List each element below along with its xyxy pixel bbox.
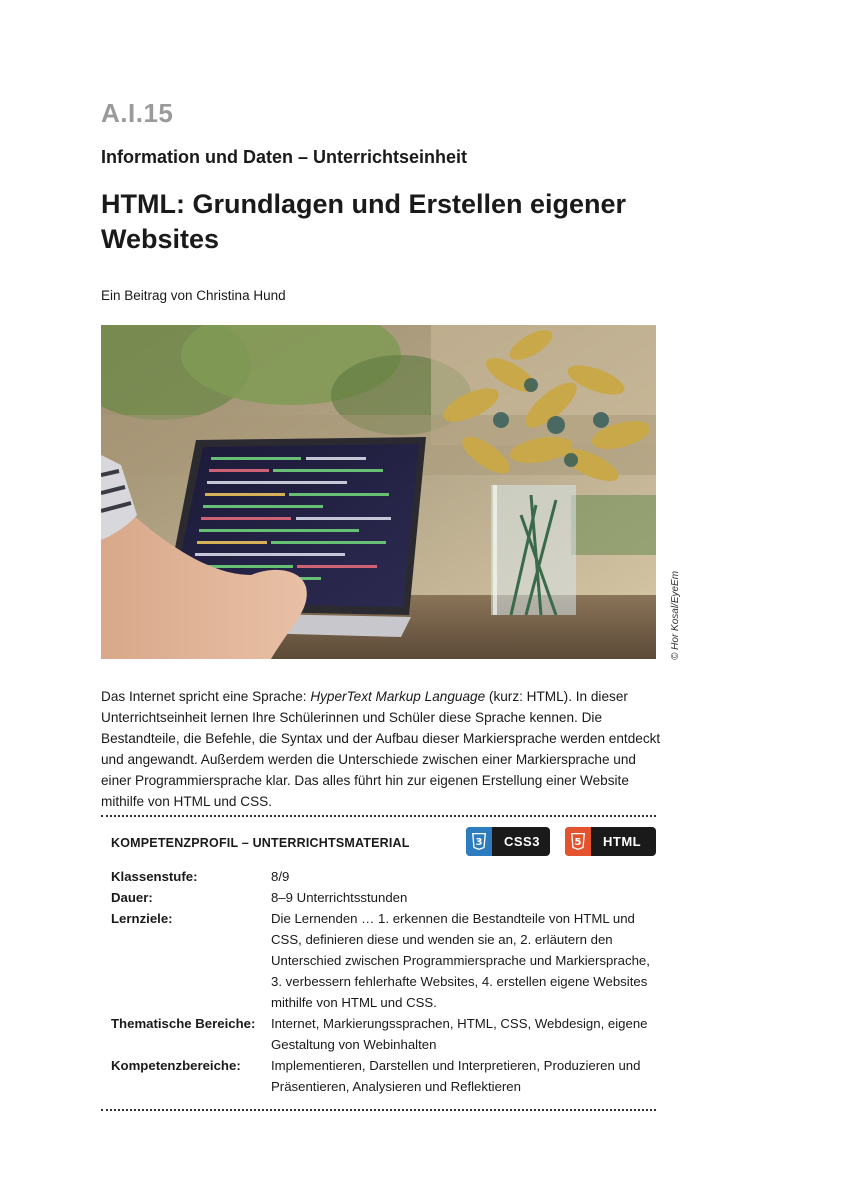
profile-row-thematische-bereiche xyxy=(111,1013,656,1055)
profile-key: Klassenstufe: xyxy=(111,869,198,884)
profile-row-dauer xyxy=(111,887,656,908)
page-title: HTML: Grundlagen und Erstellen eigener Websites xyxy=(101,189,627,254)
intro-paragraph xyxy=(101,686,661,812)
profile-value: Internet, Markierungssprachen, HTML, CSS, Webdesign, eigene Gestaltung von Webinhalten xyxy=(271,1016,648,1052)
series-subtitle: Information und Daten – Unterrichtseinheit xyxy=(101,147,468,167)
author-line: Ein Beitrag von Christina Hund xyxy=(101,288,286,303)
intro-text-after: (kurz: HTML). In dieser Unterrichtseinheit lernen Ihre Schülerinnen und Schüler diese Sprache kennen. Die Bestandteile, die Befehle, die Syntax und der Aufbau dieser Markiersprache werden entdeckt und angewandt. Außerdem werden die Unterschiede zwischen einer Markiersprache und einer Programmiersprache klar. Das alles führt hin zur eigenen Erstellung einer Website mithilfe von HTML und CSS. xyxy=(101,689,661,809)
divider-bottom xyxy=(101,1109,656,1111)
divider-top xyxy=(101,815,656,817)
profile-value: 8/9 xyxy=(271,869,290,884)
css3-shield-digit: 3 xyxy=(475,837,483,848)
profile-row-kompetenzbereiche xyxy=(111,1055,656,1097)
cover-photo xyxy=(101,325,656,659)
profile-row-lernziele xyxy=(111,908,656,1013)
html5-badge-label: HTML xyxy=(603,834,642,849)
css3-badge-label: CSS3 xyxy=(504,834,540,849)
profile-table xyxy=(111,866,656,1097)
css3-shield-icon xyxy=(466,827,492,856)
profile-value: Die Lernenden … 1. erkennen die Bestandteile von HTML und CSS, definieren diese und wenden sie an, 2. erläutern den Unterschied zwischen Programmiersprache und Markiersprache, 3. verbessern fehlerhafte Websites, 4. erstellen eigene Websites mithilfe von HTML und CSS. xyxy=(271,911,650,1010)
html5-badge xyxy=(565,827,656,856)
profile-key: Kompetenzbereiche: xyxy=(111,1058,241,1073)
intro-text-before: Das Internet spricht eine Sprache: xyxy=(101,689,311,704)
photo-credit: © Hor Kosal/EyeEm xyxy=(670,570,681,660)
profile-key: Thematische Bereiche: xyxy=(111,1016,256,1031)
profile-value: Implementieren, Darstellen und Interpretieren, Produzieren und Präsentieren, Analysieren und Reflektieren xyxy=(271,1058,641,1094)
profile-heading: KOMPETENZPROFIL – UNTERRICHTSMATERIAL xyxy=(111,836,410,850)
css3-badge xyxy=(466,827,550,856)
intro-text-italic: HyperText Markup Language xyxy=(310,689,486,704)
profile-value: 8–9 Unterrichtsstunden xyxy=(271,890,408,905)
html5-shield-digit: 5 xyxy=(574,837,582,848)
html5-shield-icon xyxy=(565,827,591,856)
profile-row-klassenstufe xyxy=(111,866,656,887)
unit-code: A.I.15 xyxy=(101,98,174,128)
profile-key: Lernziele: xyxy=(111,911,173,926)
profile-key: Dauer: xyxy=(111,890,153,905)
